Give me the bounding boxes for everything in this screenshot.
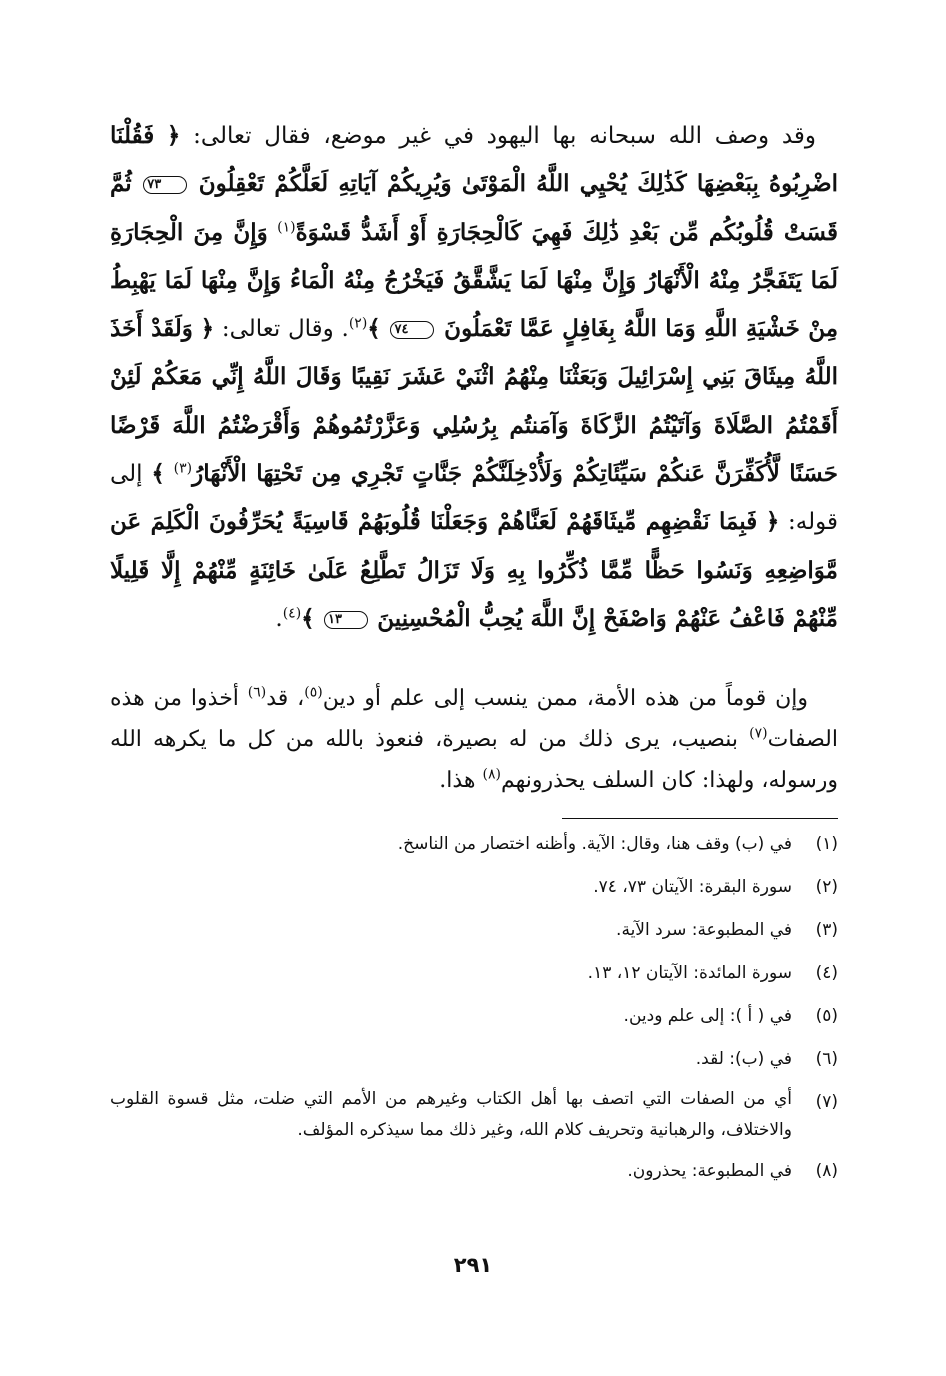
footnote-ref-1: (١) [277, 218, 296, 235]
ayah-number-marker: ١٣ [324, 611, 368, 629]
verse-close-brace: ﴾ [367, 315, 381, 343]
ayah-number-marker: ٧٤ [390, 321, 434, 339]
footnote-ref-2: (٢) [348, 315, 368, 332]
verse-open-brace: ﴿ [166, 122, 181, 149]
quran-verse-maidah-12: وَلَقَدْ أَخَذَ اللَّهُ مِيثَاقَ بَنِي إِسْرَائِيلَ وَبَعَثْنَا مِنْهُمُ اثْنَيْ عَشَرَ نَقِيبًا وَقَالَ اللَّهُ إِنِّي مَعَكُمْ لَئِنْ أَقَمْتُمُ الصَّلَاةَ وَآتَيْتُمُ الزَّكَاةَ وَآمَنتُم بِرُسُلِي وَعَزَّرْتُمُوهُمْ وَأَقْرَضْتُمُ اللَّهَ قَرْضًا حَسَنًا لَّأُكَفِّرَنَّ عَنكُمْ سَيِّئَاتِكُمْ وَلَأُدْخِلَنَّكُمْ جَنَّاتٍ تَجْرِي مِن تَحْتِهَا الْأَنْهَارُ [110, 315, 838, 488]
footnote-ref-3: (٣) [173, 460, 193, 477]
footnote-number: (٨) [815, 1161, 838, 1181]
commentary-part-a: وإن قوماً من هذه الأمة، ممن ينسب إلى علم أو دين [322, 686, 808, 711]
footnote-text: سورة البقرة: الآيتان ٧٣، ٧٤. [593, 877, 792, 897]
commentary-part-d: بنصيب، يرى ذلك من له بصيرة، فنعوذ بالله من كل ما يكرهه الله ورسوله، ولهذا: كان السلف يحذرونهم [110, 727, 838, 793]
footnote-number: (٤) [815, 963, 838, 983]
page-number: ٢٩١ [453, 1253, 493, 1277]
quran-verse-baqarah-74b: وَإِنَّ مِنَ الْحِجَارَةِ لَمَا يَتَفَجَّرُ مِنْهُ الْأَنْهَارُ وَإِنَّ مِنْهَا لَمَا يَشَّقَّقُ فَيَخْرُجُ مِنْهُ الْمَاءُ وَإِنَّ مِنْهَا لَمَا يَهْبِطُ مِنْ خَشْيَةِ اللَّهِ وَمَا اللَّهُ بِغَافِلٍ عَمَّا تَعْمَلُونَ [110, 218, 839, 343]
ayah-number-marker: ٧٣ [143, 176, 187, 194]
footnote-item [110, 869, 838, 905]
main-text-block [110, 112, 838, 643]
footnote-ref-7: (٧) [749, 725, 768, 742]
footnote-item [110, 912, 838, 948]
footnote-ref-6: (٦) [247, 684, 267, 701]
verse-open-brace: ﴿ [200, 315, 215, 343]
footnote-item [110, 1041, 838, 1077]
footnotes-section [110, 826, 838, 1196]
commentary-part-b: ، قد [266, 686, 305, 711]
sentence-end: . [275, 605, 283, 632]
quran-verse-maidah-13: فَبِمَا نَقْضِهِم مِّيثَاقَهُمْ لَعَنَّاهُمْ وَجَعَلْنَا قُلُوبَهُمْ قَاسِيَةً يُحَرِّفُونَ الْكَلِمَ عَن مَّوَاضِعِهِ وَنَسُوا حَظًّا مِّمَّا ذُكِّرُوا بِهِ وَلَا تَزَالُ تَطَّلِعُ عَلَىٰ خَائِنَةٍ مِّنْهُمْ إِلَّا قَلِيلًا مِّنْهُمْ فَاعْفُ عَنْهُمْ وَاصْفَحْ إِنَّ اللَّهَ يُحِبُّ الْمُحْسِنِينَ [110, 508, 838, 632]
footnote-text: في المطبوعة: يحذرون. [627, 1161, 792, 1181]
footnote-number: (١) [815, 834, 838, 854]
footnote-text: في ( أ ): إلى علم ودين. [623, 1006, 792, 1026]
footnote-number: (٧) [815, 1092, 838, 1112]
intro-text: وقد وصف الله سبحانه بها اليهود في غير موضع، فقال تعالى: [193, 123, 817, 149]
footnote-item [110, 826, 838, 862]
commentary-part-c: أخذوا من هذه الصفات [110, 686, 838, 752]
quran-verse-baqarah-73: فَقُلْنَا اضْرِبُوهُ بِبَعْضِهَا كَذَٰلِكَ يُحْيِي اللَّهُ الْمَوْتَىٰ وَيُرِيكُمْ آيَاتِهِ لَعَلَّكُمْ تَعْقِلُونَ [110, 122, 839, 198]
footnote-item [110, 998, 838, 1034]
footnote-number: (٣) [815, 920, 838, 940]
footnote-item [110, 1153, 838, 1189]
connector-text: . وقال تعالى: [221, 316, 349, 343]
footnote-text: في (ب): لقد. [695, 1049, 792, 1069]
verse-close-brace: ﴾ [151, 460, 165, 488]
footnote-item [110, 955, 838, 991]
paragraph-commentary [110, 678, 838, 801]
footnote-item [110, 1084, 838, 1146]
footnote-text: سورة المائدة: الآيتان ١٢، ١٣. [587, 963, 792, 983]
connector-text: إلى قوله: [110, 461, 839, 536]
footnote-ref-5: (٥) [304, 684, 323, 701]
commentary-part-e: هذا. [439, 768, 476, 793]
footnote-number: (٢) [815, 877, 838, 897]
quran-verse-baqarah-74a: ثُمَّ قَسَتْ قُلُوبُكُم مِّن بَعْدِ ذَٰلِكَ فَهِيَ كَالْحِجَارَةِ أَوْ أَشَدُّ قَسْوَةً [110, 170, 838, 246]
footnote-separator [562, 818, 838, 819]
verse-open-brace: ﴿ [765, 508, 780, 536]
footnote-text: في المطبوعة: سرد الآية. [616, 920, 792, 940]
footnote-number: (٦) [815, 1049, 838, 1069]
footnote-text: أي من الصفات التي اتصف بها أهل الكتاب وغيرهم من الأمم التي ضلت، مثل قسوة القلوب والاختلاف، والرهبانية وتحريف كلام الله، وغير ذلك مما سيذكره المؤلف. [110, 1089, 792, 1140]
footnote-text: في (ب) وقف هنا، وقال: الآية. وأظنه اختصار من الناسخ. [397, 834, 792, 854]
footnote-ref-4: (٤) [282, 605, 302, 622]
verse-close-brace: ﴾ [301, 604, 315, 632]
paragraph-quranic-citations [110, 112, 838, 643]
footnote-ref-8: (٨) [482, 766, 501, 783]
footnote-number: (٥) [815, 1006, 838, 1026]
